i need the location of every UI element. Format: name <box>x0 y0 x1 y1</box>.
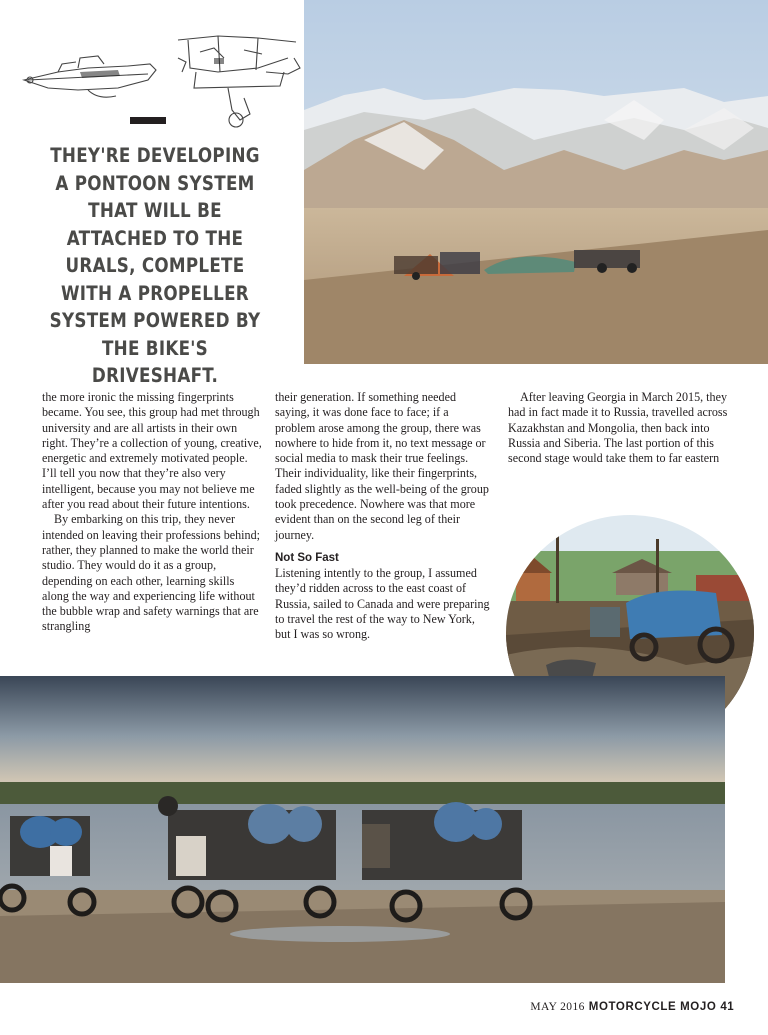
pull-quote: THEY'RE DEVELOPING A PONTOON SYSTEM THAT WILL BE ATTACHED TO THE URALS, COMPLETE WITH A PROPELLER SYSTEM POWERED BY THE BIKE'S DRIVESHAFT. <box>49 144 261 387</box>
page-number: 41 <box>720 1001 734 1013</box>
paragraph: Listening intently to the group, I assumed they’d ridden across to the east coast of Russia, sailed to Canada and were preparing to travel the rest of the way to New York, but I was so wrong. <box>275 565 490 642</box>
text-column-3 <box>508 390 728 466</box>
paragraph: By embarking on this trip, they never intended on leaving their professions behind; rather, they planned to make the world their studio. They would do it as a group, depending on each other, learning skills along the way and experiencing life without the bubble wrap and safety warnings that are strangling <box>42 512 260 634</box>
pull-quote-rule <box>130 117 166 124</box>
mountain-camp-image <box>304 0 768 364</box>
paragraph: After leaving Georgia in March 2015, they had in fact made it to Russia, travelled across Kazakhstan and Mongolia, then back into Russia and Siberia. The last portion of this second stage would take them to far eastern <box>508 390 728 466</box>
text-column-2 <box>275 390 491 642</box>
paragraph: the more ironic the missing fingerprints became. You see, this group had met through university and are all artists in their own right. They’re a collection of young, creative, energetic and extremely motivated people. I’ll tell you now that they’re also very intelligent, because you may not believe me after you read about their future intentions. <box>42 390 262 512</box>
paragraph: their generation. If something needed saying, it was done face to face; if a problem arose among the group, there was nowhere to hide from it, no text message or social media to mask their true feelings. Their individuality, like their fingerprints, faded slightly as the well-being of the group took precedence. Nowhere was that more evident than on the second leg of their journey. <box>275 390 489 542</box>
text-column-1 <box>42 390 264 635</box>
issue-date: MAY 2016 <box>530 1001 585 1013</box>
magazine-name: MOTORCYCLE MOJO <box>588 1001 717 1013</box>
river-bikes-image <box>0 676 725 983</box>
page-footer <box>530 1001 734 1013</box>
mountain-camp-photo <box>304 0 768 364</box>
river-bikes-photo <box>0 676 725 983</box>
subheading: Not So Fast <box>275 551 339 564</box>
